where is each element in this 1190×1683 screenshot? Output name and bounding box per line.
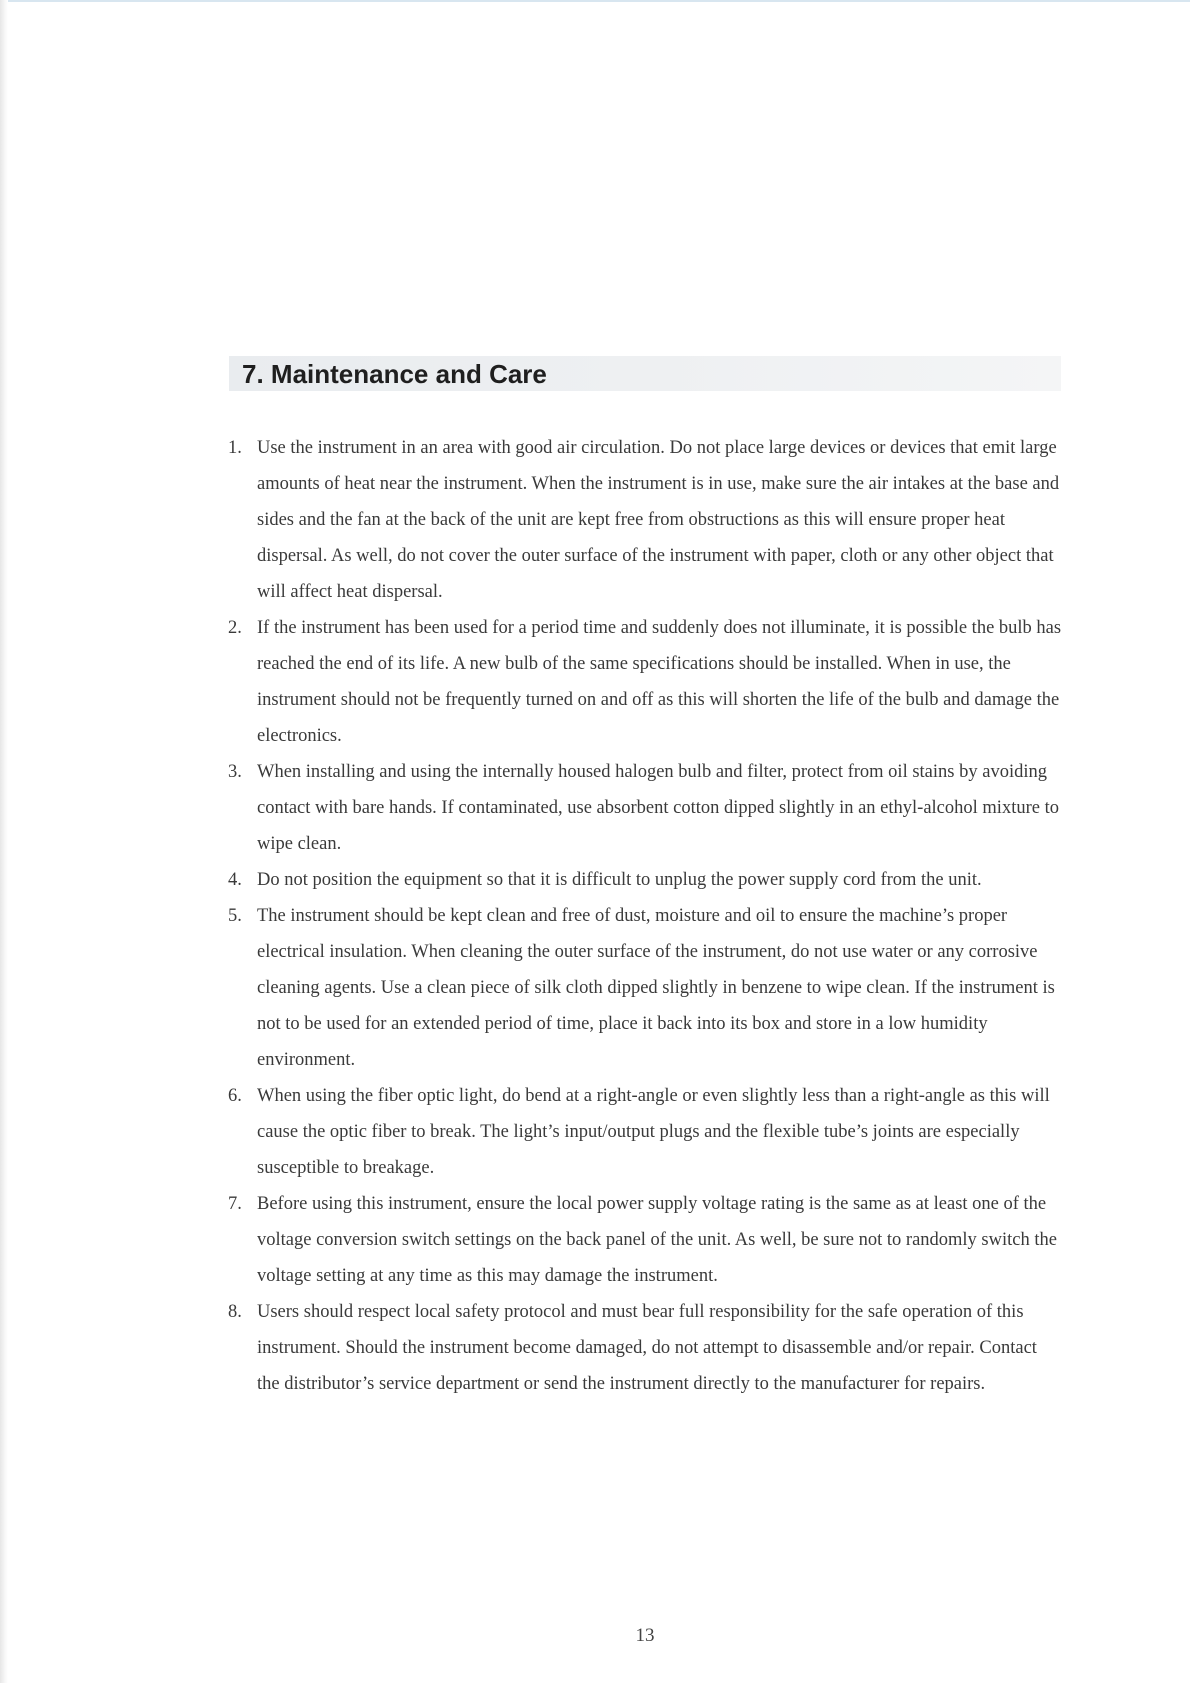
step-text: Use the instrument in an area with good air circulation. Do not place large devices or devices that emit large amounts of heat near the instrument. When the instrument is in use, make sure the air intakes at the base and sides and the fan at the back of the unit are kept free from obstructions as this will ensure proper heat dispersal. As well, do not cover the outer surface of the instrument with paper, cloth or any other object that will affect heat dispersal. [257,438,1060,602]
step-number: 7. [228,1194,242,1214]
page-number: 13 [635,1625,655,1646]
step-item-6 [223,1078,1063,1186]
step-text: Before using this instrument, ensure the local power supply voltage rating is the same as at least one of the voltage conversion switch settings on the back panel of the unit. As well, be sure not to randomly switch the voltage setting at any time as this may damage the instrument. [257,1194,1057,1286]
step-text: Do not position the equipment so that it is difficult to unplug the power supply cord from the unit. [257,870,982,890]
step-item-7 [223,1186,1063,1294]
step-item-2 [223,610,1063,754]
scan-left-edge [0,0,8,1683]
step-text: Users should respect local safety protocol and must bear full responsibility for the safe operation of this instrument. Should the instrument become damaged, do not attempt to disassemble and/or repair. Contact the distributor’s service department or send the instrument directly to the manufacturer for repairs. [257,1302,1037,1394]
step-item-1 [223,430,1063,610]
step-text: When installing and using the internally housed halogen bulb and filter, protect from oil stains by avoiding contact with bare hands. If contaminated, use absorbent cotton dipped slightly in an ethyl-alcohol mixture to wipe clean. [257,762,1059,854]
step-number: 2. [228,618,242,638]
step-item-5 [223,898,1063,1078]
step-number: 1. [228,438,242,458]
step-number: 8. [228,1302,242,1322]
step-number: 3. [228,762,242,782]
step-number: 5. [228,906,242,926]
step-text: When using the fiber optic light, do bend at a right-angle or even slightly less than a right-angle as this will cause the optic fiber to break. The light’s input/output plugs and the flexible tube’s joints are especially susceptible to breakage. [257,1086,1050,1178]
maintenance-steps-list [223,430,1063,1402]
step-text: If the instrument has been used for a period time and suddenly does not illuminate, it is possible the bulb has reached the end of its life. A new bulb of the same specifications should be installed. When in use, the instrument should not be frequently turned on and off as this will shorten the life of the bulb and damage the electronics. [257,618,1062,746]
step-item-3 [223,754,1063,862]
step-number: 4. [228,870,242,890]
step-number: 6. [228,1086,242,1106]
section-title: 7. Maintenance and Care [242,359,547,389]
scan-top-edge [0,0,1190,2]
section-header [229,356,1061,391]
step-item-4 [223,862,1063,898]
step-text: The instrument should be kept clean and free of dust, moisture and oil to ensure the machine’s proper electrical insulation. When cleaning the outer surface of the instrument, do not use water or any corrosive cleaning agents. Use a clean piece of silk cloth dipped slightly in benzene to wipe clean. If the instrument is not to be used for an extended period of time, place it back into its box and store in a low humidity environment. [257,906,1055,1070]
step-item-8 [223,1294,1063,1402]
